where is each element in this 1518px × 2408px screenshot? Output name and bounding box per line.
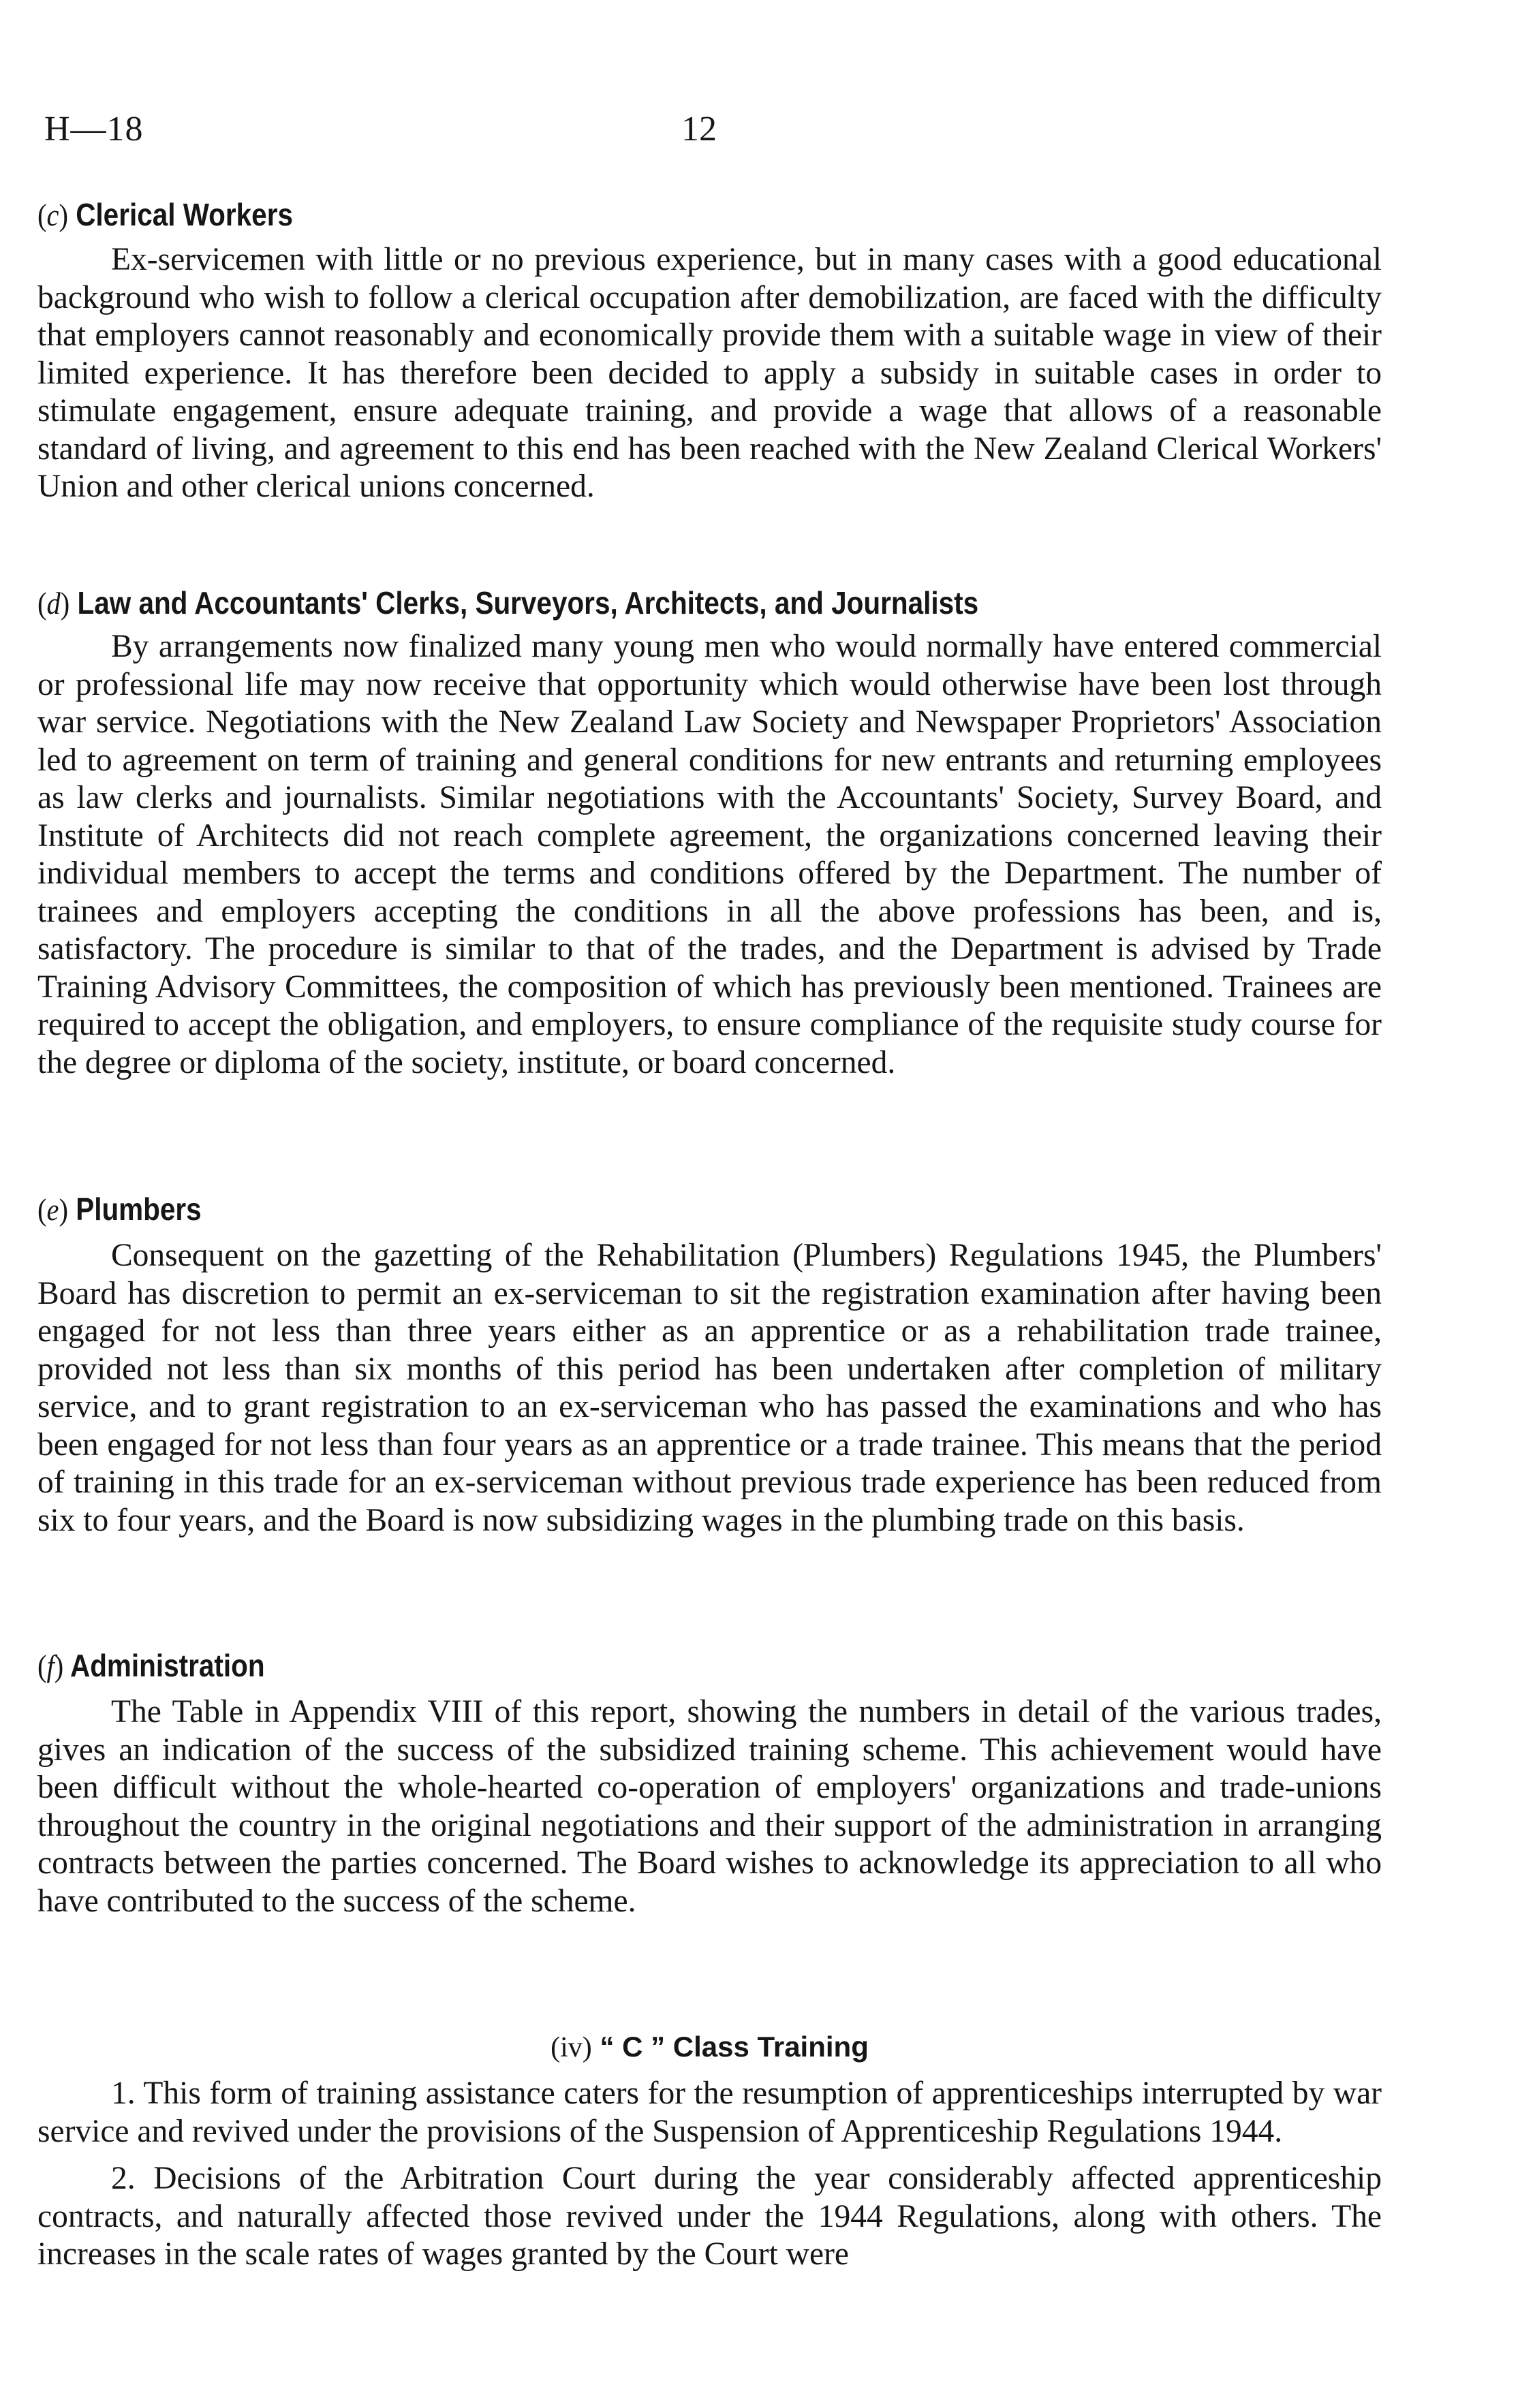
section-administration bbox=[37, 1645, 1382, 1920]
section-plumbers bbox=[37, 1189, 1382, 1539]
section-law-accountants bbox=[37, 582, 1382, 1082]
section-heading: (d) Law and Accountants' Clerks, Surveyors, Architects, and Journalists bbox=[37, 585, 979, 621]
part-paragraph: 2. Decisions of the Arbitration Court during the year considerably affected apprenticeship contracts, and naturally affected those revived under the 1944 Regulations, along with others. The increases in the scale rates of wages granted by the Court were bbox=[37, 2161, 1382, 2272]
section-paragraph: Ex-servicemen with little or no previous experience, but in many cases with a good educational background who wish to follow a clerical occupation after demobilization, are faced with the difficulty that employers cannot reasonably and economically provide them with a suitable wage in view of their limited experience. It has therefore been decided to apply a subsidy in suitable cases in order to stimulate engagement, ensure adequate training, and provide a wage that allows of a reasonable standard of living, and agreement to this end has been reached with the New Zealand Clerical Workers' Union and other clerical unions concerned. bbox=[37, 242, 1382, 504]
part-paragraph: 1. This form of training assistance caters for the resumption of apprenticeships interrupted by war service and revived under the provisions of the Suspension of Apprenticeship Regulations 1944. bbox=[37, 2076, 1382, 2149]
section-paragraph: The Table in Appendix VIII of this report, showing the numbers in detail of the various trades, gives an indication of the success of the subsidized training scheme. This achievement would have been difficult without the whole-hearted co-operation of employers' organizations and trade-unions throughout the country in the original negotiations and their support of the administration in arranging contracts between the parties concerned. The Board wishes to acknowledge its appreciation to all who have contributed to the success of the scheme. bbox=[37, 1694, 1382, 1919]
section-clerical-workers bbox=[37, 194, 1382, 506]
section-heading: (c) Clerical Workers bbox=[37, 197, 293, 232]
section-paragraph: By arrangements now finalized many young men who would normally have entered commercial or professional life may now receive that opportunity which would otherwise have been lost through war service. Negotiations with the New Zealand Law Society and Newspaper Proprietors' Association led to agreement on term of training and general conditions for new entrants and returning employees as law clerks and journalists. Similar negotiations with the Accountants' Society, Survey Board, and Institute of Architects did not reach complete agreement, the organizations concerned leaving their individual members to accept the terms and conditions offered by the Department. The number of trainees and employers accepting the conditions in all the above professions has been, and is, satisfactory. The procedure is similar to that of the trades, and the Department is advised by Trade Training Advisory Committees, the composition of which has previously been mentioned. Trainees are required to accept the obligation, and employers, to ensure compliance of the requisite study course for the degree or diploma of the society, institute, or board concerned. bbox=[37, 629, 1382, 1080]
section-heading: (f) Administration bbox=[37, 1648, 265, 1683]
section-heading: (e) Plumbers bbox=[37, 1191, 202, 1227]
part-title: “ C ” Class Training bbox=[600, 2031, 869, 2063]
section-title: Law and Accountants' Clerks, Surveyors, Architects, and Journalists bbox=[77, 585, 979, 621]
section-title: Clerical Workers bbox=[76, 197, 293, 232]
section-paragraph: Consequent on the gazetting of the Rehabilitation (Plumbers) Regulations 1945, the Plumbers' Board has discretion to permit an ex-serviceman to sit the registration examination after having been engaged for not less than three years either as an apprentice or as a rehabilitation trade trainee, provided not less than six months of this period has been undertaken after completion of military service, and to grant registration to an ex-serviceman who has passed the examinations and who has been engaged for not less than four years as an apprentice or a trade trainee. This means that the period of training in this trade for an ex-serviceman without previous trade experience has been reduced from six to four years, and the Board is now subsidizing wages in the plumbing trade on this basis. bbox=[37, 1238, 1382, 1538]
page-code: H—18 bbox=[44, 110, 144, 148]
part-c-class-training bbox=[37, 2027, 1382, 2274]
page-number: 12 bbox=[681, 110, 717, 148]
section-title: Administration bbox=[69, 1648, 265, 1683]
part-heading: (iv) “ C ” Class Training bbox=[551, 2031, 869, 2063]
section-title: Plumbers bbox=[76, 1191, 202, 1227]
